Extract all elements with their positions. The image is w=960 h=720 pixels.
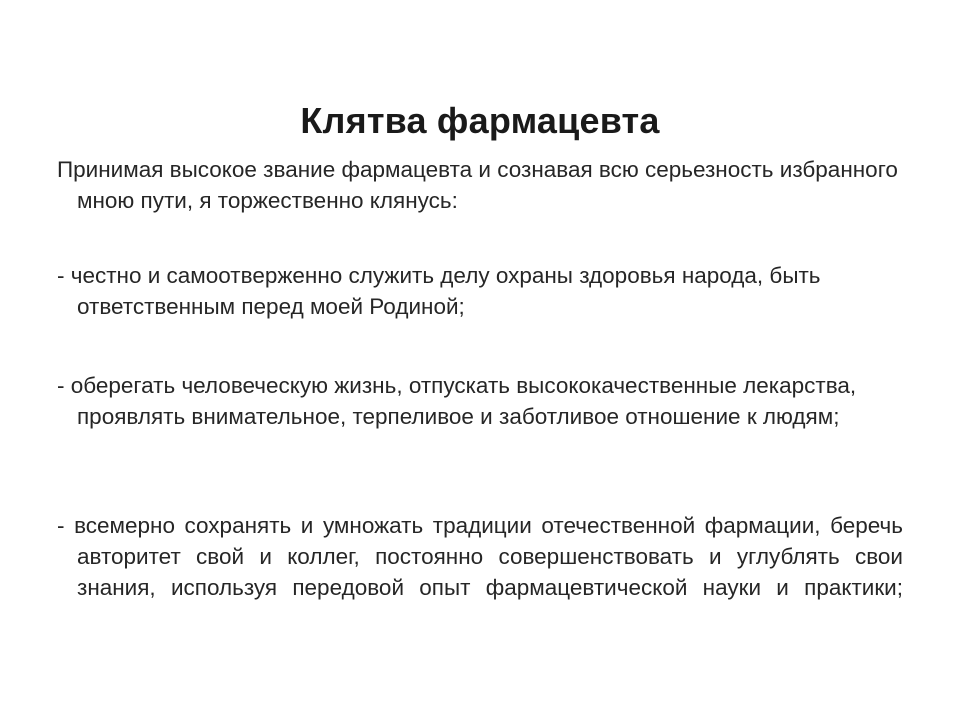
oath-item-2: - оберегать человеческую жизнь, отпускать высококачественные лекарства, проявлять внимательное, терпеливое и заботливое отношение к людям; xyxy=(57,373,857,429)
oath-intro-paragraph: Принимая высокое звание фармацевта и сознавая всю серьезность избранного мною пути, я торжественно клянусь: xyxy=(57,157,898,213)
slide-title: Клятва фармацевта xyxy=(300,100,660,141)
oath-item-3: - всемерно сохранять и умножать традиции отечественной фармации, беречь авторитет свой и коллег, постоянно совершенствовать и углублять свои знания, используя передовой опыт фармацевтической науки и практики; xyxy=(57,513,903,600)
oath-item-1: - честно и самоотверженно служить делу охраны здоровья народа, быть ответственным перед моей Родиной; xyxy=(57,263,821,319)
